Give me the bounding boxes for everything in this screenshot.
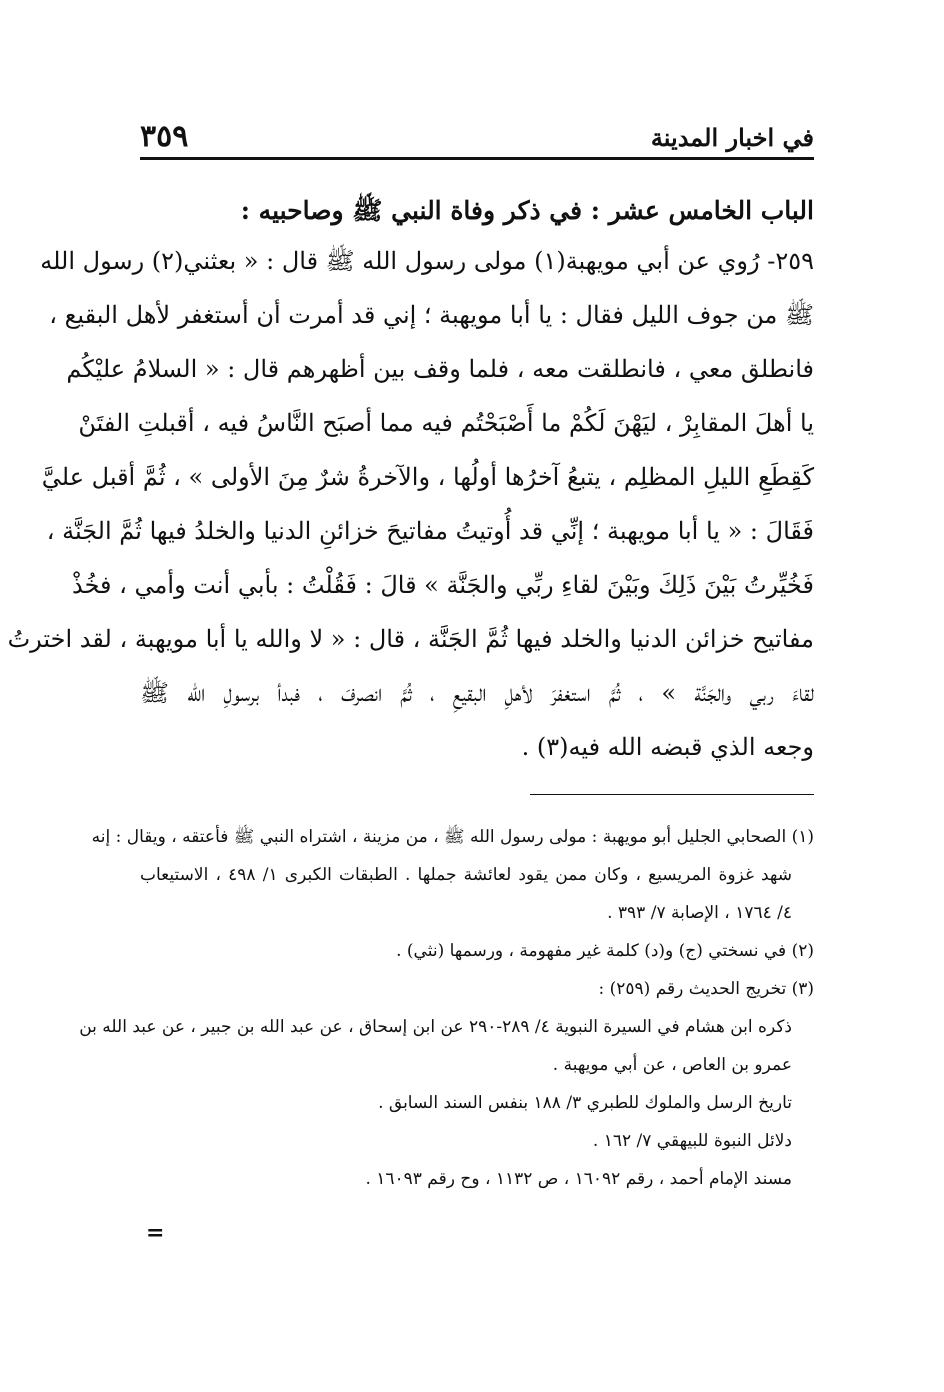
footnote-line: تاريخ الرسل والملوك للطبري ٣/ ١٨٨ بنفس السند السابق . <box>378 1093 792 1113</box>
main-text <box>7 188 814 774</box>
hadith-line: ٢٥٩- رُوي عن أبي مويهبة(١) مولى رسول الله ﷺ قال : « بعثني(٢) رسول الله <box>40 247 814 275</box>
footnote-line: ٤/ ١٧٦٤ ، الإصابة ٧/ ٣٩٣ . <box>607 903 792 923</box>
page-number: ٣٥٩ <box>140 119 189 154</box>
hadith-line: يا أهلَ المقابِرْ ، ليَهْنَ لَكُمْ ما أَصْبَحْتُم فيه مما أصبَح النَّاسُ فيه ، أقبلتِ الفتَنْ <box>78 409 814 437</box>
footnote-line: (٢) في نسختي (ج) و(د) كلمة غير مفهومة ، ورسمها (نثي) . <box>396 941 814 961</box>
footnote-line: ذكره ابن هشام في السيرة النبوية ٤/ ٢٨٩-٢٩٠ عن ابن إسحاق ، عن عبد الله بن جبير ، عن عبد الله بن <box>79 1017 792 1037</box>
hadith-line: فَقَالَ : « يا أبا مويهبة ؛ إنِّي قد أُوتيتُ مفاتيحَ خزائنِ الدنيا والخلدُ فيها ثُمَّ الجَنَّة ، <box>46 517 814 545</box>
hadith-line: وجعه الذي قبضه الله فيه(٣) . <box>521 733 814 761</box>
header-rule <box>140 157 814 160</box>
footnote-line: (٣) تخريج الحديث رقم (٢٥٩) : <box>598 979 814 999</box>
footnote-divider <box>530 794 814 795</box>
hadith-line: فانطلق معي ، فانطلقت معه ، فلما وقف بين أظهرهم قال : « السلامُ عليْكُم <box>66 355 814 383</box>
continuation-mark: = <box>146 1220 165 1246</box>
footnote-line: عمرو بن العاص ، عن أبي مويهبة . <box>552 1055 792 1075</box>
hadith-line: كَقِطَعِ الليلِ المظلِم ، يتبعُ آخرُها أولُها ، والآخرةُ شرٌ مِنَ الأولى » ، ثُمَّ أقبل عليَّ <box>41 463 814 491</box>
footnote-line: دلائل النبوة للبيهقي ٧/ ١٦٢ . <box>592 1131 792 1151</box>
footnotes <box>79 818 814 1198</box>
footnote-line: (١) الصحابي الجليل أبو مويهبة : مولى رسول الله ﷺ ، من مزينة ، اشتراه النبي ﷺ فأعتقه ، ويقال : إنه <box>91 827 814 847</box>
running-header <box>140 112 814 158</box>
hadith-line: مفاتيح خزائن الدنيا والخلد فيها ثُمَّ الجَنَّة ، قال : « لا والله يا أبا مويهبة ، لقد اخترتُ <box>7 625 814 653</box>
running-header-title: في اخبار المدينة <box>650 123 814 152</box>
footnote-line: مسند الإمام أحمد ، رقم ١٦٠٩٢ ، ص ١١٣٢ ، وح رقم ١٦٠٩٣ . <box>365 1169 792 1189</box>
hadith-line: لقاءَ ربي والجَنَّة » ، ثُمَّ استغفرَ لأهلِ البقيعِ ، ثُمَّ انصرفَ ، فبدأ برسولِ الله ﷺ <box>140 679 814 707</box>
hadith-line: فَخُيِّرتُ بَيْنَ ذَلِكَ وبَيْنَ لقاءِ ربِّي والجَنَّة » قالَ : فَقُلْتُ : بأبي أنت وأمي ، فخُذْ <box>71 571 814 599</box>
footnote-line: شهد غزوة المريسيع ، وكان ممن يقود لعائشة جملها . الطبقات الكبرى ١/ ٤٩٨ ، الاستيعاب <box>140 865 793 885</box>
hadith-line: ﷺ من جوف الليل فقال : يا أبا مويهبة ؛ إني قد أمرت أن أستغفر لأهل البقيع ، <box>49 301 814 329</box>
chapter-title: الباب الخامس عشر : في ذكر وفاة النبي ﷺ وصاحبيه : <box>240 196 814 225</box>
